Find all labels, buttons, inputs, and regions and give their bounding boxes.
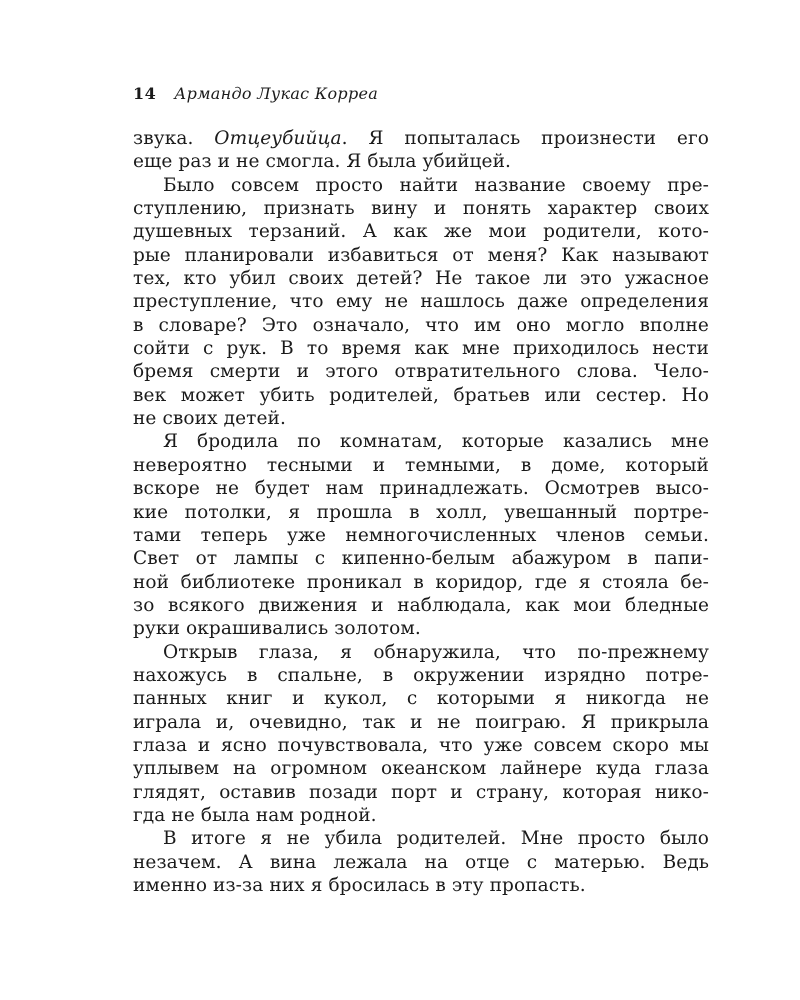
- page-text: [133, 127, 709, 897]
- text-line: уплывем на огромном океанском лайнере куда глаза: [133, 758, 709, 780]
- text-segment: звука.: [133, 128, 215, 149]
- paragraph: [133, 174, 709, 431]
- paragraph: [133, 127, 709, 174]
- text-line: в словаре? Это означало, что им оно могло вполне: [133, 314, 709, 336]
- text-line: глядят, оставив позади порт и страну, которая нико-: [133, 781, 709, 803]
- text-line: кие потолки, я прошла в холл, увешанный портре-: [133, 501, 709, 523]
- text-segment: . Я попыталась произнести его: [341, 128, 709, 149]
- text-line: глаза и ясно почувствовала, что уже совсем скоро мы: [133, 734, 709, 756]
- text-line: ной библиотеке проникал в коридор, где я стояла бе-: [133, 571, 709, 593]
- running-head: [133, 84, 709, 104]
- text-line: тами теперь уже немногочисленных членов семьи.: [133, 524, 709, 546]
- text-line: вскоре не будет нам принадлежать. Осмотрев высо-: [133, 478, 709, 500]
- text-line: рые планировали избавиться от меня? Как называют: [133, 244, 709, 266]
- text-line: незачем. А вина лежала на отце с матерью. Ведь: [133, 851, 709, 873]
- text-line: бремя смерти и этого отвратительного слова. Чело-: [133, 361, 709, 383]
- text-line: Свет от лампы с кипенно-белым абажуром в папи-: [133, 548, 709, 570]
- text-line: нахожусь в спальне, в окружении изрядно потре-: [133, 664, 709, 686]
- text-line: Было совсем просто найти название своему пре-: [163, 174, 709, 196]
- text-line: Открыв глаза, я обнаружила, что по-прежнему: [163, 641, 709, 663]
- italic-text: Отцеубийца: [214, 128, 342, 149]
- text-line: сойти с рук. В то время как мне приходилось нести: [133, 338, 709, 360]
- text-line: век может убить родителей, братьев или сестер. Но: [133, 384, 709, 406]
- text-line: В итоге я не убила родителей. Мне просто было: [163, 828, 709, 850]
- paragraph: [133, 430, 709, 640]
- text-line: душевных терзаний. А как же мои родители, кото-: [133, 221, 709, 243]
- text-line: [133, 127, 709, 150]
- text-line: ступлению, признать вину и понять характер своих: [133, 198, 709, 220]
- running-title: Армандо Лукас Корреа: [174, 84, 379, 103]
- text-line: преступление, что ему не нашлось даже определения: [133, 291, 709, 313]
- text-line: зо всякого движения и наблюдала, как мои бледные: [133, 594, 709, 616]
- text-line: именно из-за них я бросилась в эту пропасть.: [133, 875, 586, 896]
- paragraph: [133, 827, 709, 897]
- text-line: руки окрашивались золотом.: [133, 618, 421, 640]
- text-line: играла и, очевидно, так и не поиграю. Я прикрыла: [133, 711, 709, 733]
- text-line: Я бродила по комнатам, которые казались мне: [163, 431, 709, 453]
- page-number: 14: [133, 84, 157, 103]
- text-line: панных книг и кукол, с которыми я никогда не: [133, 688, 709, 710]
- text-line: гда не была нам родной.: [133, 804, 377, 826]
- text-line: тех, кто убил своих детей? Не такое ли это ужасное: [133, 268, 709, 290]
- text-line: не своих детей.: [133, 408, 286, 430]
- paragraph: [133, 641, 709, 828]
- text-line: невероятно тесными и темными, в доме, который: [133, 454, 709, 476]
- text-line: еще раз и не смогла. Я была убийцей.: [133, 151, 511, 173]
